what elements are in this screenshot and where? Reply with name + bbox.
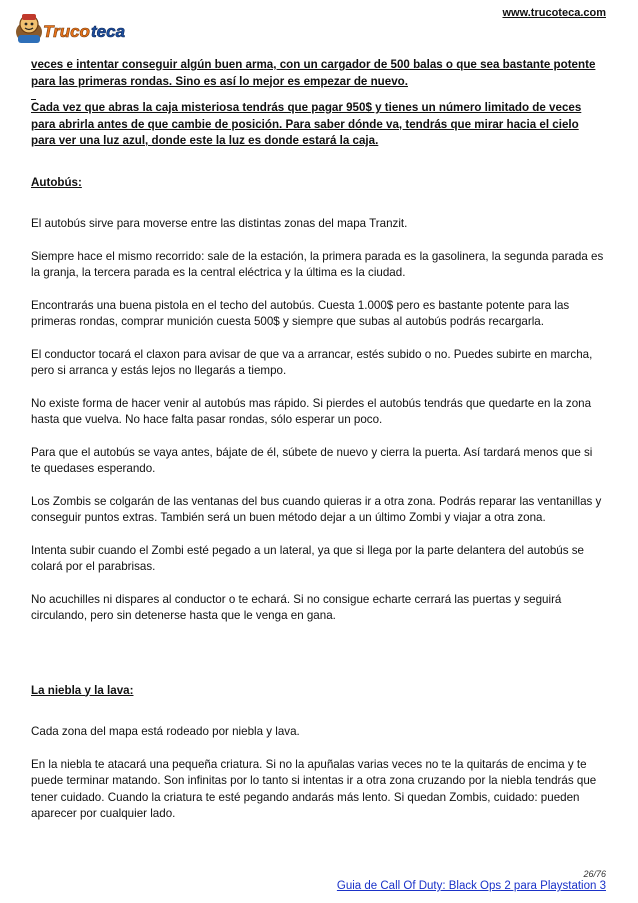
bus-paragraph: El conductor tocará el claxon para avisar de que va a arrancar, estés subido o no. Puedes subirte en marcha, pero si arranca y estás lejos no llegarás a tiempo. bbox=[31, 347, 593, 377]
site-logo[interactable] bbox=[12, 10, 128, 46]
fog-heading: La niebla y la lava: bbox=[31, 683, 134, 697]
bus-paragraph: Encontrarás una buena pistola en el techo del autobús. Cuesta 1.000$ pero es bastante potente para las primeras rondas, comprar munición cuesta 500$ y siempre que subas al autobús podrás recargarla. bbox=[31, 298, 570, 328]
svg-text:Truco: Truco bbox=[43, 22, 90, 41]
bus-paragraph: Para que el autobús se vaya antes, bájate de él, súbete de nuevo y cierra la puerta. Así tardará menos que si te quedases esperando. bbox=[31, 445, 593, 475]
fog-paragraph: En la niebla te atacará una pequeña criatura. Si no la apuñalas varias veces no te la quitarás de encima y te puede terminar matando. Son infinitas por lo tanto si intentas ir a otra zona cruzando por la niebla tendrás que tener cuidado. Cuando la criatura te esté pegando andarás más lento. Si quedan Zombis, cuidado: pueden aparecer por cualquier lado. bbox=[31, 757, 597, 820]
page-content bbox=[31, 57, 605, 823]
divider bbox=[31, 90, 605, 100]
mascot-icon bbox=[12, 10, 128, 46]
bus-paragraph: El autobús sirve para moverse entre las distintas zonas del mapa Tranzit. bbox=[31, 217, 408, 230]
fog-paragraph: Cada zona del mapa está rodeado por niebla y lava. bbox=[31, 725, 300, 738]
bus-paragraph: Intenta subir cuando el Zombi esté pegado a un lateral, ya que si llega por la parte delantera del autobús se colará por el parabrisas. bbox=[31, 543, 585, 573]
bus-heading: Autobús: bbox=[31, 175, 82, 189]
site-url[interactable]: www.trucoteca.com bbox=[502, 7, 606, 19]
svg-text:teca: teca bbox=[91, 22, 126, 41]
box-paragraph: Cada vez que abras la caja misteriosa tendrás que pagar 950$ y tienes un número limitado de veces para abrirla antes de que cambie de posición. Para saber dónde va, tendrás que mirar hacia el cielo para ver una luz azul, donde este la luz es donde estará la caja. bbox=[31, 101, 582, 147]
guide-link[interactable]: Guia de Call Of Duty: Black Ops 2 para Playstation 3 bbox=[336, 880, 606, 892]
bus-paragraph: Los Zombis se colgarán de las ventanas del bus cuando quieras ir a otra zona. Podrás reparar las ventanillas y conseguir puntos extras. También será un buen método dejar a un último Zombi y viajar a otra zona. bbox=[31, 494, 602, 524]
bus-paragraph: No existe forma de hacer venir al autobús mas rápido. Si pierdes el autobús tendrás que quedarte en la zona hasta que vuelva. No hace falta pasar rondas, sólo esperar un poco. bbox=[31, 396, 592, 426]
bus-paragraph: No acuchilles ni dispares al conductor o te echará. Si no consigue echarte cerrará las puertas y seguirá circulando, pero sin detenerse hasta que le venga en gana. bbox=[31, 592, 562, 622]
page-number: 26/76 bbox=[583, 869, 606, 879]
bus-paragraph: Siempre hace el mismo recorrido: sale de la estación, la primera parada es la gasolinera, la segunda parada es la granja, la tercera parada es la central eléctrica y la última es la ciudad. bbox=[31, 249, 604, 279]
intro-paragraph: veces e intentar conseguir algún buen arma, con un cargador de 500 balas o que sea bastante potente para las primeras rondas. Sino es así lo mejor es empezar de nuevo. bbox=[31, 58, 596, 88]
